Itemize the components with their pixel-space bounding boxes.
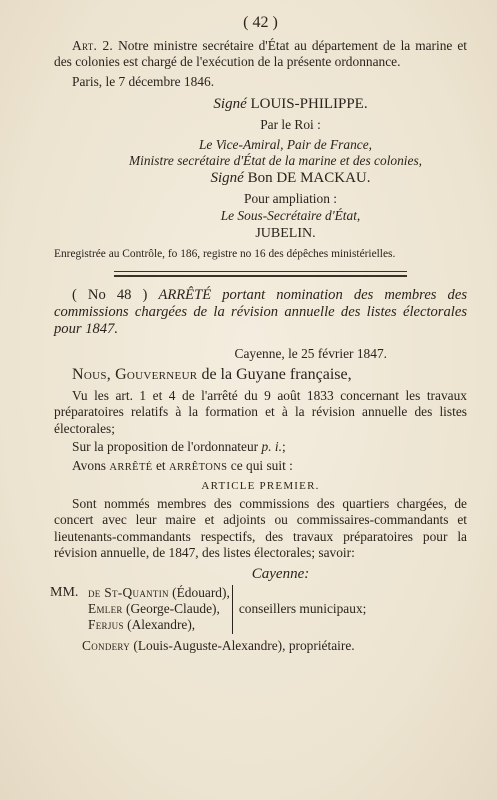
jubelin-name: JUBELIN. xyxy=(255,226,316,242)
nous-gouverneur xyxy=(54,367,467,383)
sur-end: ; xyxy=(281,439,286,455)
guyane-text: de la Guyane française, xyxy=(201,366,352,384)
member-entry xyxy=(86,585,232,601)
member-name: Ferjus xyxy=(88,617,124,633)
enregistree-note: Enregistrée au Contrôle, fo 186, registre no 16 des dépêches ministérielles. xyxy=(54,247,396,260)
avons-arrete xyxy=(54,458,467,476)
vice-amiral-line2: Ministre secrétaire d'État de la marine et des colonies, xyxy=(128,153,423,169)
sur-abbrev: p. i. xyxy=(261,439,282,455)
dateline-paris: Paris, le 7 décembre 1846. xyxy=(72,73,215,89)
member-name: Emler xyxy=(88,600,123,616)
condery-line xyxy=(82,638,467,654)
gouverneur-word: Gouverneur xyxy=(115,366,198,384)
et-word: et xyxy=(155,457,166,473)
member-row xyxy=(48,585,368,601)
member-given: (Alexandre), xyxy=(127,617,196,633)
section-divider xyxy=(114,271,407,277)
vice-amiral-line1: Le Vice-Amiral, Pair de France, xyxy=(198,136,373,152)
member-name: Condery xyxy=(82,637,131,653)
arrete-title: ARRÊTÉ xyxy=(158,287,212,304)
cayenne-heading: Cayenne: xyxy=(251,565,310,582)
page-content xyxy=(50,14,468,654)
pour-ampliation: Pour ampliation : xyxy=(244,191,337,207)
member-given: (Louis-Auguste-Alexandre), propriétaire. xyxy=(133,637,355,653)
vu-paragraph: Vu les art. 1 et 4 de l'arrêté du 9 août 1833 concernant les travaux préparatoires relatifs à la formation et à la révision annuelle des listes électorales; xyxy=(54,387,467,436)
member-prefix xyxy=(48,601,86,617)
arrete-word: ARRÊTÉ xyxy=(109,461,153,473)
member-given: (Édouard), xyxy=(172,584,230,600)
member-role: conseillers municipaux; xyxy=(232,585,368,634)
sous-secretaire: Le Sous-Secrétaire d'État, xyxy=(220,207,361,223)
sont-nommes-paragraph: Sont nommés membres des commissions des quartiers chargées, de concert avec leur maire et adjoints ou commissaires-commandants et lieutenants-commandants respectifs, des travaux préparatoires pour la révision annuelle, de 1847, des listes électorales; savoir: xyxy=(54,495,467,561)
art2-text: Notre ministre secrétaire d'État au département de la marine et des colonies est chargé de l'exécution de la présente ordonnance. xyxy=(54,38,468,70)
ce-qui-suit: ce qui suit : xyxy=(230,457,293,473)
member-entry xyxy=(86,617,232,633)
arrete-number: ( No 48 ) xyxy=(72,287,148,304)
nous-word: Nous, xyxy=(72,366,112,384)
avons-word: Avons xyxy=(72,457,106,473)
art2-paragraph xyxy=(54,38,467,71)
page-number: ( 42 ) xyxy=(243,14,278,31)
members-table xyxy=(48,585,368,634)
article-premier-heading: ARTICLE PREMIER. xyxy=(201,479,320,492)
par-le-roi: Par le Roi : xyxy=(260,117,321,133)
signer-name: Bon DE MACKAU. xyxy=(247,170,371,187)
signe-word: Signé xyxy=(213,96,247,113)
dateline-cayenne: Cayenne, le 25 février 1847. xyxy=(234,346,387,362)
arrete-subject: portant nomination des membres des commissions chargées de la révision annuelle des listes électorales pour 1847. xyxy=(54,287,468,338)
member-name: de St-Quantin xyxy=(88,584,169,600)
signature-mackau xyxy=(114,170,467,187)
arrete-heading xyxy=(54,287,467,338)
signer-name: LOUIS-PHILIPPE. xyxy=(250,96,368,113)
member-prefix xyxy=(48,617,86,633)
sur-proposition xyxy=(54,439,467,455)
arretons-word: ARRÊTONS xyxy=(168,461,228,473)
sur-text: Sur la proposition de l'ordonnateur xyxy=(72,439,259,455)
member-entry xyxy=(86,601,232,617)
signature-louis-philippe xyxy=(114,96,467,113)
art2-label: Art. 2. xyxy=(72,38,114,53)
member-prefix: MM. xyxy=(50,584,79,600)
signe-word: Signé xyxy=(210,170,244,187)
member-given: (George-Claude), xyxy=(126,600,220,616)
